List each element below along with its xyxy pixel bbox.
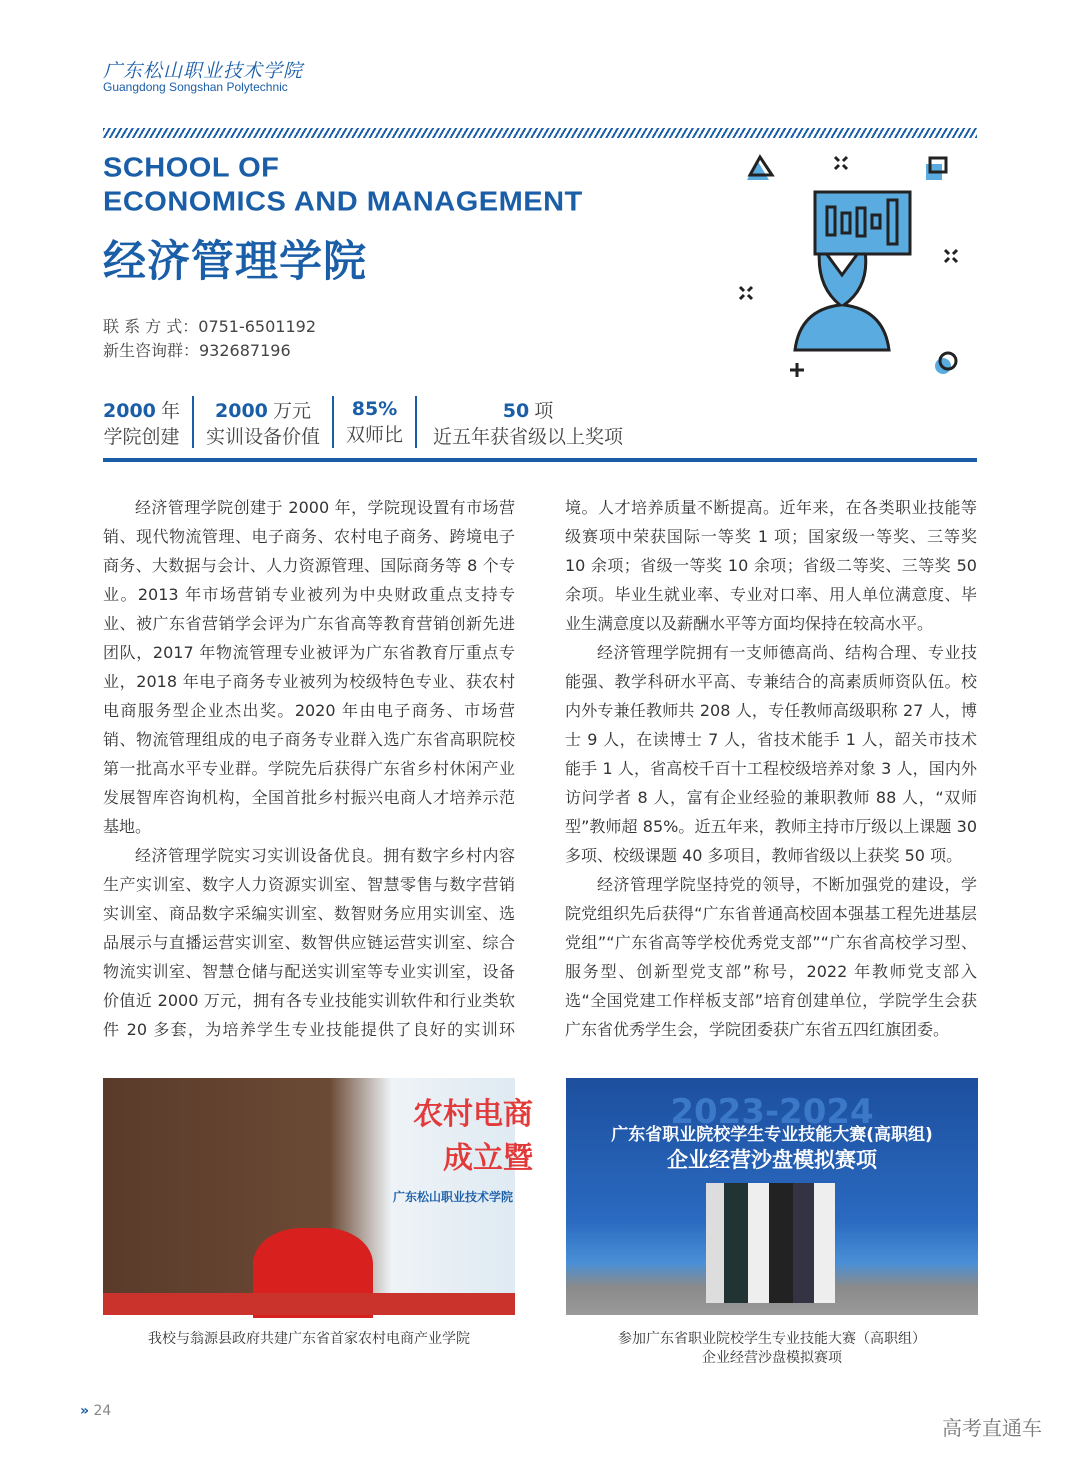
photo-sign-text: 农村电商 成立暨 (413, 1097, 533, 1176)
title-en-line1: SCHOOL OF (103, 152, 280, 184)
stat-label: 实训设备价值 (206, 426, 321, 448)
team-members (706, 1183, 856, 1303)
watermark: 高考直通车 (942, 1416, 1042, 1440)
hatched-divider (103, 128, 977, 138)
contact-phone: 联 系 方 式：0751-6501192 (103, 317, 317, 336)
chevron-right-icon: » (80, 1403, 90, 1419)
stat-label: 双师比 (346, 424, 404, 446)
stat-unit: 万元 (272, 400, 311, 422)
photo-unveiling-ceremony (103, 1078, 533, 1315)
page-title: 经济管理学院 (103, 237, 367, 287)
page-number-text: 24 (93, 1403, 112, 1419)
caption-line2: 企业经营沙盘模拟赛项 (702, 1350, 842, 1366)
banner-line2: 企业经营沙盘模拟赛项 (667, 1148, 877, 1172)
photo-caption: 我校与翁源县政府共建广东省首家农村电商产业学院 (148, 1331, 470, 1347)
analyst-illustration-icon (735, 145, 975, 390)
stat-founded (103, 396, 194, 448)
contact-qq-group: 新生咨询群：932687196 (103, 341, 291, 360)
paragraph: 经济管理学院创建于 2000 年，学院现设置有市场营销、现代物流管理、电子商务、农村电子商务、跨境电子商务、大数据与会计、人力资源管理、国际商务等 8 个专业。2013 年市场营销专业被列为中央财政重点支持专业、被广东省营销学会评为广东省高等教育营销创新先进团队，2017 年物流管理专业被评为广东省教育厅重点专业，2018 年电子商务专业被列为校级特色专业、获农村电商服务型企业杰出奖。2020 年由电子商务、市场营销、物流管理组成的电子商务专业群入选广东省高职院校第一批高水平专业群。学院先后获得广东省乡村休闲产业发展智库咨询机构，全国首批乡村振兴电商人才培养示范基地。 (103, 498, 515, 836)
stat-number: 2000 (215, 400, 268, 422)
school-logo-cn: 广东松山职业技术学院 (103, 60, 304, 82)
stat-dual-teacher (346, 396, 417, 448)
stats-bar (103, 396, 977, 462)
stat-number: 2000 (103, 400, 156, 422)
stat-unit: 年 (160, 400, 180, 422)
paragraph: 经济管理学院实习实训设备优良。拥有数字乡村内容生产实训室、数字人力资源实训室、智慧零售与数字营销实训室、商品数字采编实训室、数智财务应用实训室、选品展示与直播运营实训室、数智供应链运营实训室、综合物流实训室、智慧仓储与配送实训室等专业实训室，设备价值近 2000 万元，拥有各专业技能实训软件和行业类软件 20 多套，为培养学生专业技能提供了良好的实训环境。人才培养质量不断提高。近年来，在各类职业技能等级赛项中荣获国际一等奖 1 项；国家级一等奖、三等奖 10 余项；省级一等奖 10 余项；省级二等奖、三等奖 50 余项。毕业生就业率、专业对口率、用人单位满意度、毕业生满意度以及薪酬水平等方面均保持在较高水平。 (103, 498, 977, 1039)
photo-competition-team (566, 1078, 978, 1315)
stat-equipment-value (206, 396, 334, 448)
school-logo-en: Guangdong Songshan Polytechnic (103, 80, 288, 94)
photo-caption (566, 1330, 978, 1368)
banner-line1: 广东省职业院校学生专业技能大赛(高职组) (611, 1125, 933, 1145)
stat-number: 50 (502, 400, 530, 422)
red-carpet (103, 1293, 515, 1315)
page-number (80, 1403, 111, 1419)
title-en-line2: ECONOMICS AND MANAGEMENT (103, 186, 583, 218)
stat-label: 学院创建 (103, 426, 180, 448)
stat-unit: 项 (534, 400, 554, 422)
photo-logo-text: 广东松山职业技术学院 (393, 1190, 514, 1204)
stat-awards (429, 396, 635, 448)
article-body (103, 493, 977, 1053)
stat-number: 85% (351, 398, 398, 420)
paragraph: 经济管理学院坚持党的领导，不断加强党的建设，学院党组织先后获得“广东省普通高校固本强基工程先进基层党组”“广东省高等学校优秀党支部”“广东省高校学习型、服务型、创新型党支部”称号，2022 年教师党支部入选“全国党建工作样板支部”培育创建单位，学院学生会获广东省优秀学生会，学院团委获广东省五四红旗团委。 (565, 875, 977, 1039)
caption-line1: 参加广东省职业院校学生专业技能大赛（高职组） (618, 1331, 926, 1347)
paragraph: 经济管理学院拥有一支师德高尚、结构合理、专业技能强、教学科研水平高、专兼结合的高素质师资队伍。校内外专兼任教师共 208 人，专任教师高级职称 27 人，博士 9 人，在读博士 7 人，省技术能手 1 人，韶关市技术能手 1 人，省高校千百十工程校级培养对象 3 人，国内外访问学者 8 人，富有企业经验的兼职教师 88 人，“双师型”教师超 85%。近五年来，教师主持市厅级以上课题 30 多项、校级课题 40 多项目，教师省级以上获奖 50 项。 (565, 643, 977, 865)
stat-label: 近五年获省级以上奖项 (433, 426, 624, 448)
banner-year: 2023-2024 (670, 1092, 874, 1132)
